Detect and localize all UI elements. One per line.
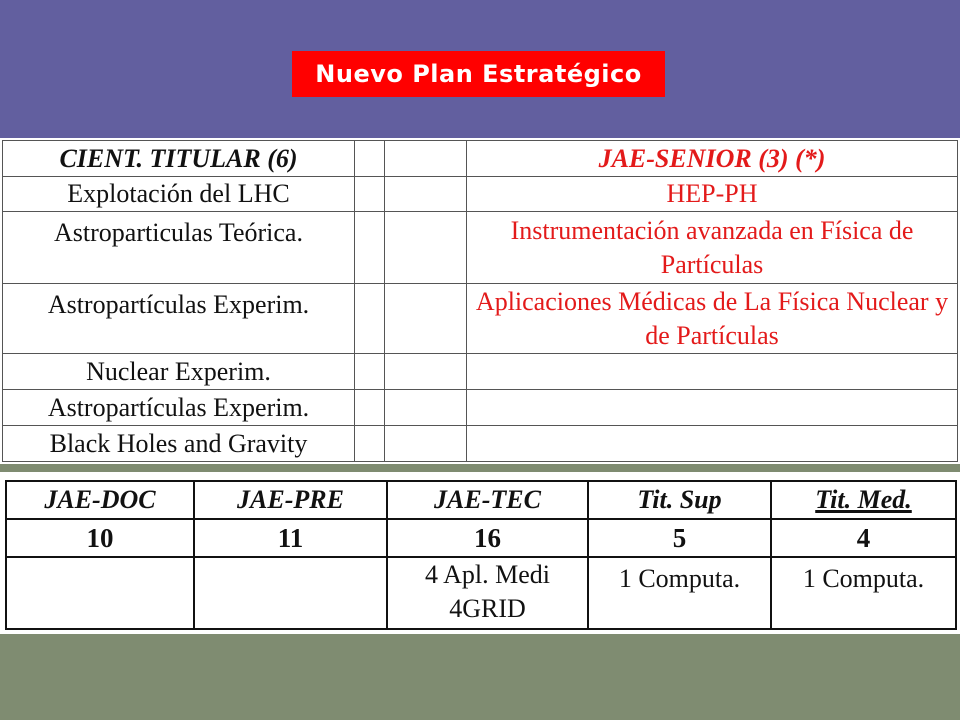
- jae-doc-header: JAE-DOC: [6, 481, 194, 519]
- tit-med-label: Tit. Med.: [815, 485, 912, 514]
- detail-cell: [6, 557, 194, 629]
- empty-cell: [385, 354, 467, 390]
- empty-cell: [355, 390, 385, 426]
- titular-area: Astroparticulas Teórica.: [3, 212, 355, 284]
- table-header-row: [3, 141, 958, 177]
- empty-cell: [385, 177, 467, 212]
- empty-cell: [355, 426, 385, 462]
- staff-detail-row: [6, 557, 956, 629]
- titular-area: Nuclear Experim.: [3, 354, 355, 390]
- empty-cell: [385, 390, 467, 426]
- empty-cell: [355, 354, 385, 390]
- count-cell: 5: [588, 519, 771, 557]
- staff-table-panel: [0, 472, 960, 634]
- empty-cell: [355, 212, 385, 284]
- positions-table-panel: [0, 138, 960, 464]
- senior-area: [467, 426, 958, 462]
- tit-sup-header: Tit. Sup: [588, 481, 771, 519]
- count-cell: 4: [771, 519, 956, 557]
- detail-cell: [194, 557, 387, 629]
- detail-cell: 1 Computa.: [771, 557, 956, 629]
- jae-pre-header: JAE-PRE: [194, 481, 387, 519]
- count-cell: 11: [194, 519, 387, 557]
- senior-area: Instrumentación avanzada en Física de Partículas: [467, 212, 958, 284]
- empty-cell: [355, 284, 385, 354]
- senior-area: [467, 354, 958, 390]
- empty-cell: [385, 284, 467, 354]
- table-row: [3, 426, 958, 462]
- detail-cell: 1 Computa.: [588, 557, 771, 629]
- count-cell: 10: [6, 519, 194, 557]
- empty-cell: [385, 141, 467, 177]
- senior-area: Aplicaciones Médicas de La Física Nuclear y de Partículas: [467, 284, 958, 354]
- empty-cell: [355, 141, 385, 177]
- table-row: [3, 390, 958, 426]
- table-row: [3, 212, 958, 284]
- table-row: [3, 177, 958, 212]
- count-cell: 16: [387, 519, 588, 557]
- jae-tec-header: JAE-TEC: [387, 481, 588, 519]
- titular-area: Explotación del LHC: [3, 177, 355, 212]
- senior-area: [467, 390, 958, 426]
- positions-table: [2, 140, 958, 462]
- empty-cell: [355, 177, 385, 212]
- detail-cell: 4 Apl. Medi 4GRID: [387, 557, 588, 629]
- table-row: [3, 284, 958, 354]
- titular-area: Astropartículas Experim.: [3, 390, 355, 426]
- jae-senior-header: JAE-SENIOR (3) (*): [467, 141, 958, 177]
- empty-cell: [385, 426, 467, 462]
- empty-cell: [385, 212, 467, 284]
- tit-med-header: [771, 481, 956, 519]
- slide-title: Nuevo Plan Estratégico: [292, 51, 665, 97]
- cient-titular-header: CIENT. TITULAR (6): [3, 141, 355, 177]
- table-row: [3, 354, 958, 390]
- senior-area: HEP-PH: [467, 177, 958, 212]
- staff-count-row: [6, 519, 956, 557]
- staff-header-row: [6, 481, 956, 519]
- staff-table: [5, 480, 957, 630]
- titular-area: Astropartículas Experim.: [3, 284, 355, 354]
- titular-area: Black Holes and Gravity: [3, 426, 355, 462]
